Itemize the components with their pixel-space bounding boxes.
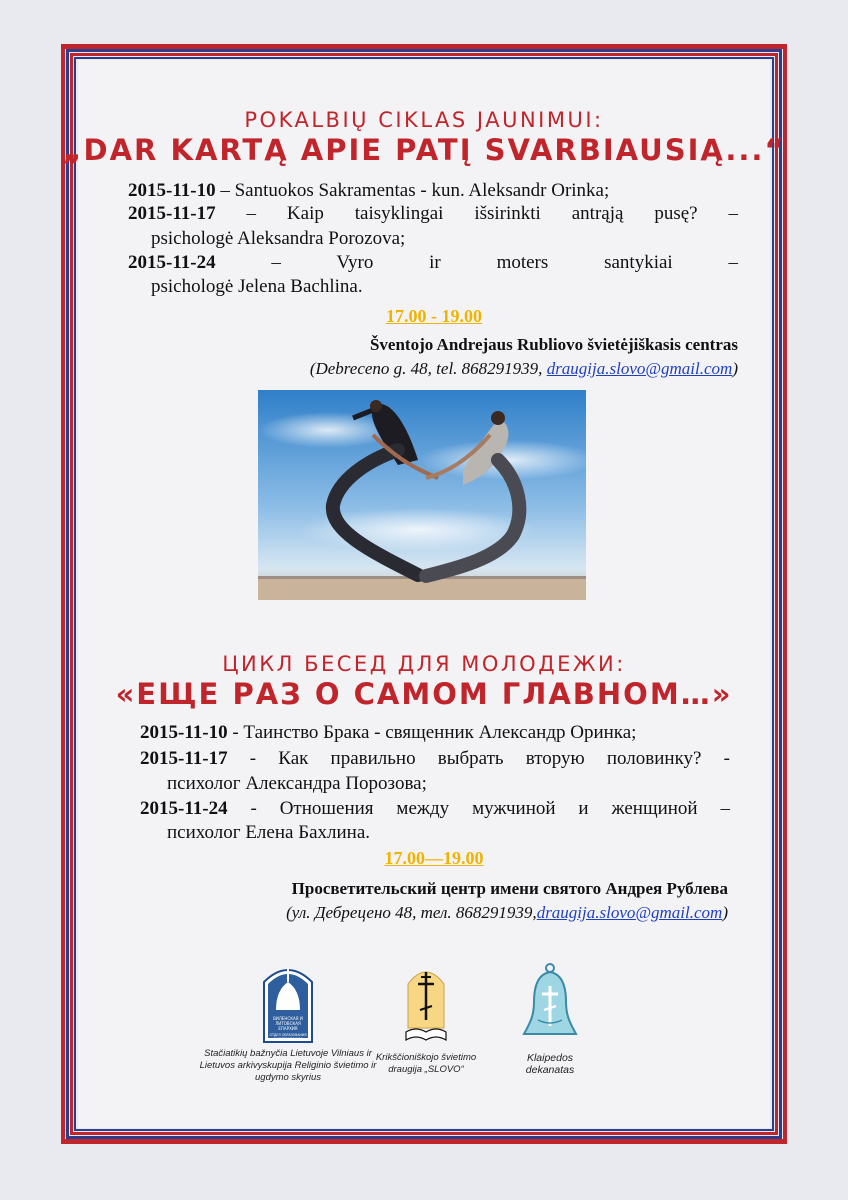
lt-entry-2 bbox=[128, 202, 738, 225]
diocese-caption-line-1: Stačiatikių bažnyčia Lietuvoje Vilniaus ir bbox=[204, 1048, 372, 1059]
ru-time: 17.00—19.00 bbox=[384, 848, 484, 868]
slovo-caption bbox=[346, 1052, 506, 1076]
klaipeda-caption bbox=[500, 1052, 600, 1076]
ru-entry-3-cont: психолог Елена Бахлина. bbox=[167, 822, 371, 843]
ru-header-line2: «ЕЩЕ РАЗ О САМОМ ГЛАВНОМ…» bbox=[115, 677, 733, 711]
slovo-caption-line-1: Krikščioniškojo švietimo bbox=[375, 1052, 477, 1063]
diocese-emblem-sub-2: И КАТЕХИЗАЦИИ bbox=[274, 1037, 302, 1041]
heart-jump-photo bbox=[258, 390, 586, 600]
diocese-caption-line-3: ugdymo skyrius bbox=[255, 1072, 321, 1083]
lt-address-suffix: ) bbox=[732, 359, 738, 378]
ru-header-line1: ЦИКЛ БЕСЕД ДЛЯ МОЛОДЕЖИ: bbox=[222, 652, 626, 676]
ru-email-link[interactable]: draugija.slovo@gmail.com bbox=[536, 903, 723, 922]
klaipeda-caption-line-1: Klaipedos bbox=[526, 1052, 574, 1064]
lt-entry-3-text: – Vyro ir moters santykiai – bbox=[215, 252, 738, 273]
lt-entry-1 bbox=[128, 179, 609, 202]
ru-venue: Просветительский центр имени святого Андрея Рублева bbox=[291, 879, 728, 898]
lt-address bbox=[310, 357, 738, 380]
klaipeda-caption-line-2: dekanatas bbox=[525, 1064, 575, 1076]
ru-entry-2-text: - Как правильно выбрать вторую половинку? - bbox=[227, 748, 730, 769]
ru-entry-2-cont: психолог Александра Порозова; bbox=[167, 773, 427, 794]
bell-emblem-icon bbox=[520, 962, 580, 1044]
lt-entry-3-cont: psichologė Jelena Bachlina. bbox=[151, 276, 363, 297]
ru-address-prefix: (ул. Дебрецено 48, тел. 868291939, bbox=[286, 903, 537, 922]
ru-entry-1 bbox=[140, 721, 636, 744]
lt-entry-3 bbox=[128, 251, 738, 274]
ru-entry-2-date: 2015-11-17 bbox=[140, 748, 228, 769]
ru-entry-1-text: - Таинство Брака - священник Александр Оринка; bbox=[227, 722, 637, 743]
ru-entry-3-date: 2015-11-24 bbox=[140, 798, 228, 819]
diocese-emblem-text-1: ВИЛЕНСКАЯ И bbox=[273, 1016, 303, 1021]
lt-entry-2-text: – Kaip taisyklingai išsirinkti antrąją pusę? – bbox=[215, 203, 738, 224]
lt-venue: Šventojo Andrejaus Rubliovo švietėjiškasis centras bbox=[369, 335, 738, 354]
ru-entry-3 bbox=[140, 797, 730, 820]
ru-entry-3-text: - Отношения между мужчиной и женщиной – bbox=[227, 798, 730, 819]
slovo-caption-line-2: draugija „SLOVO“ bbox=[388, 1064, 464, 1075]
lt-email-link[interactable]: draugija.slovo@gmail.com bbox=[546, 359, 733, 378]
ru-address bbox=[286, 901, 728, 924]
lt-entry-1-date: 2015-11-10 bbox=[128, 180, 216, 201]
lt-address-prefix: (Debreceno g. 48, tel. 868291939, bbox=[309, 359, 547, 378]
ru-entry-2 bbox=[140, 747, 730, 770]
heart-jump-image bbox=[258, 390, 586, 600]
diocese-emblem-sub-1: ОТДЕЛ ОБРАЗОВАНИЯ bbox=[269, 1033, 307, 1037]
diocese-emblem-text-3: ЕПАРХИЯ bbox=[278, 1026, 298, 1031]
lt-header-line2: „DAR KARTĄ APIE PATĮ SVARBIAUSIĄ...“ bbox=[62, 133, 786, 167]
lt-entry-2-cont: psichologė Aleksandra Porozova; bbox=[151, 228, 406, 249]
diocese-caption-line-2: Lietuvos arkivyskupija Religinio švietimo ir bbox=[199, 1060, 377, 1071]
lt-entry-3-date: 2015-11-24 bbox=[128, 252, 216, 273]
ru-address-suffix: ) bbox=[722, 903, 728, 922]
lt-time: 17.00 - 19.00 bbox=[386, 306, 482, 326]
cross-book-icon bbox=[402, 962, 450, 1044]
lt-entry-2-date: 2015-11-17 bbox=[128, 203, 216, 224]
ru-entry-1-date: 2015-11-10 bbox=[140, 722, 228, 743]
lt-header-line1: POKALBIŲ CIKLAS JAUNIMUI: bbox=[244, 108, 604, 132]
diocese-emblem-icon bbox=[262, 962, 314, 1044]
lt-entry-1-text: – Santuokos Sakramentas - kun. Aleksandr Orinka; bbox=[215, 180, 610, 201]
diocese-emblem-text-2: ЛИТОВСКАЯ bbox=[275, 1021, 301, 1026]
